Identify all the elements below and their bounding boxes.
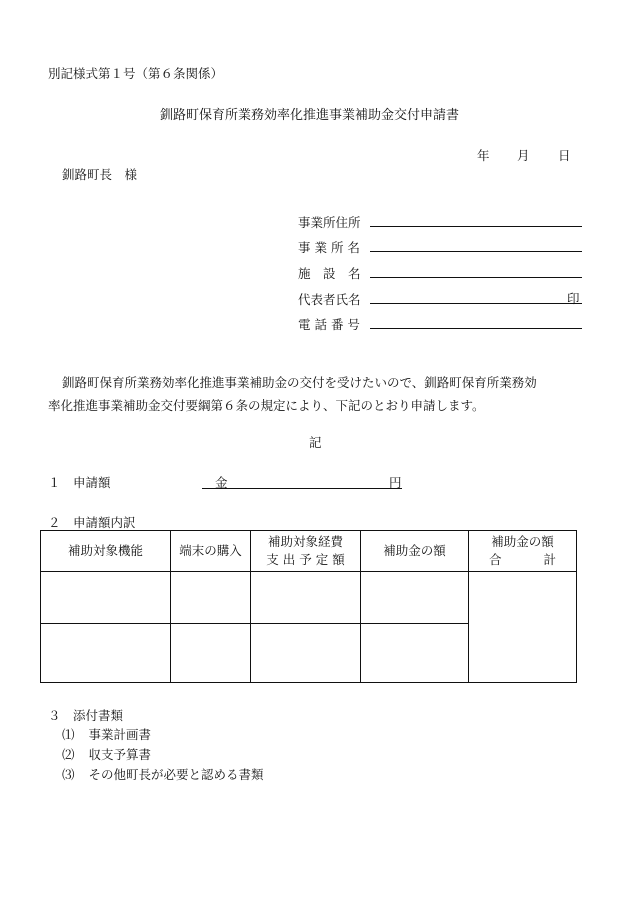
doc-item-3 [62, 765, 264, 783]
body-text-line2: 率化推進事業補助金交付要綱第６条の規定により、下記のとおり申請します。 [48, 398, 485, 413]
doc-number: ⑴ [62, 727, 75, 742]
business-name-label: 事 業 所 名 [298, 240, 360, 255]
cell-function-2[interactable] [41, 624, 171, 683]
doc-text: 収支予算書 [88, 747, 152, 762]
note-heading: 記 [309, 435, 322, 450]
date-day: 日 [558, 148, 571, 163]
body-text-line1: 釧路町保育所業務効率化推進事業補助金の交付を受けたいので、釧路町保育所業務効 [62, 375, 537, 390]
cell-terminal-2[interactable] [171, 624, 251, 683]
header-total-line1: 補助金の額 [491, 534, 554, 549]
header-total-line2: 合 計 [489, 552, 556, 567]
breakdown-table [40, 530, 577, 683]
addressee: 釧路町長 様 [62, 167, 138, 182]
date-year: 年 [477, 148, 490, 163]
table-header-row [41, 531, 577, 572]
doc-item-2 [62, 745, 151, 763]
representative-field[interactable] [370, 303, 582, 304]
doc-item-1 [62, 725, 151, 743]
header-amount: 補助金の額 [361, 531, 469, 572]
amount-field[interactable] [202, 488, 402, 489]
page-title: 釧路町保育所業務効率化推進事業補助金交付申請書 [160, 108, 460, 123]
table-row [41, 572, 577, 624]
doc-text: 事業計画書 [88, 727, 152, 742]
cell-terminal-1[interactable] [171, 572, 251, 624]
item1-label: １ 申請額 [48, 475, 111, 490]
phone-label: 電 話 番 号 [298, 317, 360, 332]
header-total [469, 531, 577, 572]
doc-number: ⑶ [62, 767, 75, 782]
item2-label: ２ 申請額内訳 [48, 515, 136, 530]
date-month: 月 [517, 148, 530, 163]
form-number: 別記様式第１号（第６条関係） [48, 66, 224, 81]
cell-expense-1[interactable] [251, 572, 361, 624]
amount-prefix: 金 [215, 475, 228, 490]
header-terminal: 端末の購入 [171, 531, 251, 572]
header-function: 補助対象機能 [41, 531, 171, 572]
cell-function-1[interactable] [41, 572, 171, 624]
facility-name-field[interactable] [370, 277, 582, 278]
cell-amount-2[interactable] [361, 624, 469, 683]
header-expense-line1: 補助対象経費 [267, 534, 343, 549]
doc-number: ⑵ [62, 747, 75, 762]
address-label: 事業所住所 [298, 215, 361, 230]
header-expense [251, 531, 361, 572]
cell-total[interactable] [469, 572, 577, 683]
amount-suffix: 円 [389, 475, 402, 490]
phone-field[interactable] [370, 328, 582, 329]
business-name-field[interactable] [370, 251, 582, 252]
cell-expense-2[interactable] [251, 624, 361, 683]
seal-mark: 印 [567, 291, 580, 306]
address-field[interactable] [370, 226, 582, 227]
cell-amount-1[interactable] [361, 572, 469, 624]
doc-text: その他町長が必要と認める書類 [88, 767, 264, 782]
header-expense-line2: 支 出 予 定 額 [266, 552, 345, 567]
representative-label: 代表者氏名 [298, 292, 361, 307]
facility-name-label: 施 設 名 [298, 266, 361, 281]
item3-label: ３ 添付書類 [48, 708, 124, 723]
